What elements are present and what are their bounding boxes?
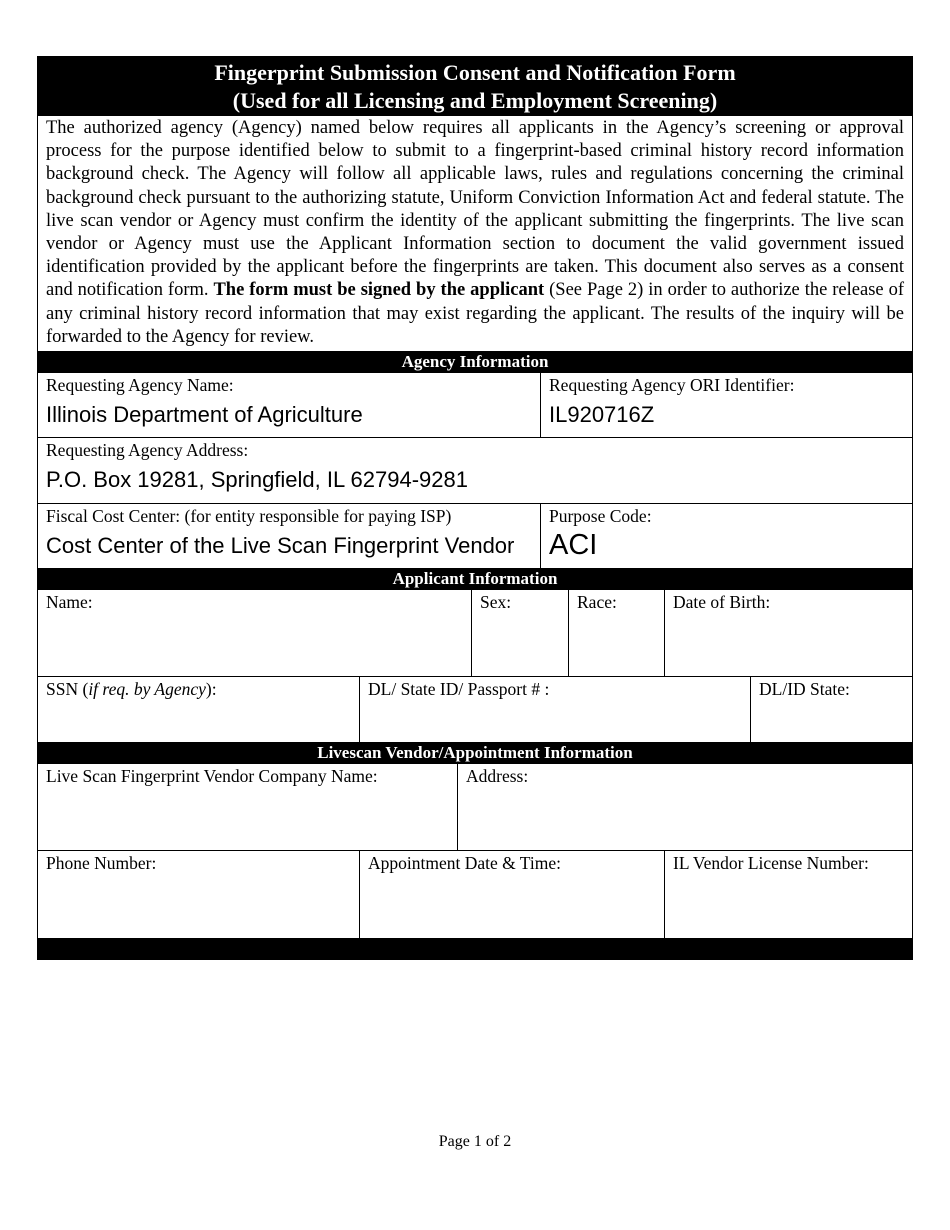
purpose-code-label: Purpose Code:	[549, 506, 652, 527]
consent-form	[37, 56, 913, 960]
applicant-dl-label: DL/ State ID/ Passport # :	[368, 679, 550, 700]
agency-address-row	[38, 438, 912, 504]
agency-address-field[interactable]	[38, 438, 912, 503]
agency-ori-value: IL920716Z	[549, 402, 655, 428]
vendor-address-label: Address:	[466, 766, 529, 787]
applicant-name-field[interactable]	[38, 590, 472, 676]
vendor-license-label: IL Vendor License Number:	[673, 853, 869, 874]
applicant-race-label: Race:	[577, 592, 617, 613]
vendor-license-field[interactable]	[665, 851, 912, 938]
purpose-code-value: ACI	[549, 529, 598, 562]
form-title	[38, 57, 912, 116]
vendor-section-header: Livescan Vendor/Appointment Information	[38, 742, 912, 764]
form-title-line-1: Fingerprint Submission Consent and Notification Form	[214, 60, 736, 85]
vendor-appointment-label: Appointment Date & Time:	[368, 853, 561, 874]
applicant-ssn-field[interactable]	[38, 677, 360, 742]
applicant-name-row	[38, 590, 912, 677]
vendor-contact-row	[38, 851, 912, 939]
intro-paragraph	[38, 116, 912, 351]
ssn-label-suffix: ):	[205, 679, 217, 700]
applicant-name-label: Name:	[46, 592, 93, 613]
applicant-ssn-label	[46, 678, 351, 700]
vendor-company-field[interactable]	[38, 764, 458, 850]
vendor-company-label: Live Scan Fingerprint Vendor Company Name:	[46, 766, 378, 787]
fiscal-cost-center-value: Cost Center of the Live Scan Fingerprint Vendor	[46, 533, 515, 559]
agency-section-header: Agency Information	[38, 351, 912, 373]
vendor-appointment-field[interactable]	[360, 851, 665, 938]
fiscal-cost-center-label: Fiscal Cost Center: (for entity responsible for paying ISP)	[46, 506, 452, 527]
applicant-dl-state-label: DL/ID State:	[759, 679, 850, 700]
form-title-line-2: (Used for all Licensing and Employment Screening)	[232, 88, 718, 113]
applicant-dob-label: Date of Birth:	[673, 592, 771, 613]
applicant-sex-label: Sex:	[480, 592, 512, 613]
intro-bold-text: The form must be signed by the applicant	[213, 280, 545, 301]
applicant-id-row	[38, 677, 912, 742]
applicant-dob-field[interactable]	[665, 590, 912, 676]
purpose-code-field[interactable]	[541, 504, 912, 568]
fiscal-cost-center-field[interactable]	[38, 504, 541, 568]
agency-name-label: Requesting Agency Name:	[46, 375, 234, 396]
applicant-dl-state-field[interactable]	[751, 677, 912, 742]
vendor-phone-field[interactable]	[38, 851, 360, 938]
vendor-company-row	[38, 764, 912, 851]
vendor-phone-label: Phone Number:	[46, 853, 157, 874]
intro-text-part-2: (See Page 2) in order to authorize the release of any criminal history record information that may exist regarding the applicant. The results of the inquiry will be forwarded to the Agency for review.	[46, 280, 904, 347]
agency-ori-label: Requesting Agency ORI Identifier:	[549, 375, 795, 396]
agency-name-field[interactable]	[38, 373, 541, 437]
applicant-dl-field[interactable]	[360, 677, 751, 742]
form-footer-bar	[38, 939, 912, 959]
agency-fiscal-row	[38, 504, 912, 568]
vendor-address-field[interactable]	[458, 764, 912, 850]
agency-ori-field[interactable]	[541, 373, 912, 437]
agency-name-row	[38, 373, 912, 438]
agency-address-label: Requesting Agency Address:	[46, 440, 249, 461]
applicant-sex-field[interactable]	[472, 590, 569, 676]
agency-address-value: P.O. Box 19281, Springfield, IL 62794-9281	[46, 467, 468, 493]
applicant-section-header: Applicant Information	[38, 568, 912, 590]
intro-text-part-1: The authorized agency (Agency) named below requires all applicants in the Agency’s screening or approval process for the purpose identified below to submit to a fingerprint-based criminal history record information background check. The Agency will follow all applicable laws, rules and regulations concerning the criminal background check pursuant to the authorizing statute, Uniform Conviction Information Act and federal statute. The live scan vendor or Agency must confirm the identity of the applicant submitting the fingerprints. The live scan vendor or Agency must use the Applicant Information section to document the valid government issued identification provided by the applicant before the fingerprints are taken. This document also serves as a consent and notification form.	[46, 118, 904, 301]
page-number: Page 1 of 2	[438, 1133, 512, 1150]
ssn-label-prefix: SSN (	[46, 679, 89, 700]
applicant-race-field[interactable]	[569, 590, 665, 676]
agency-name-value: Illinois Department of Agriculture	[46, 402, 363, 428]
ssn-label-italic: if req. by Agency	[88, 679, 206, 700]
